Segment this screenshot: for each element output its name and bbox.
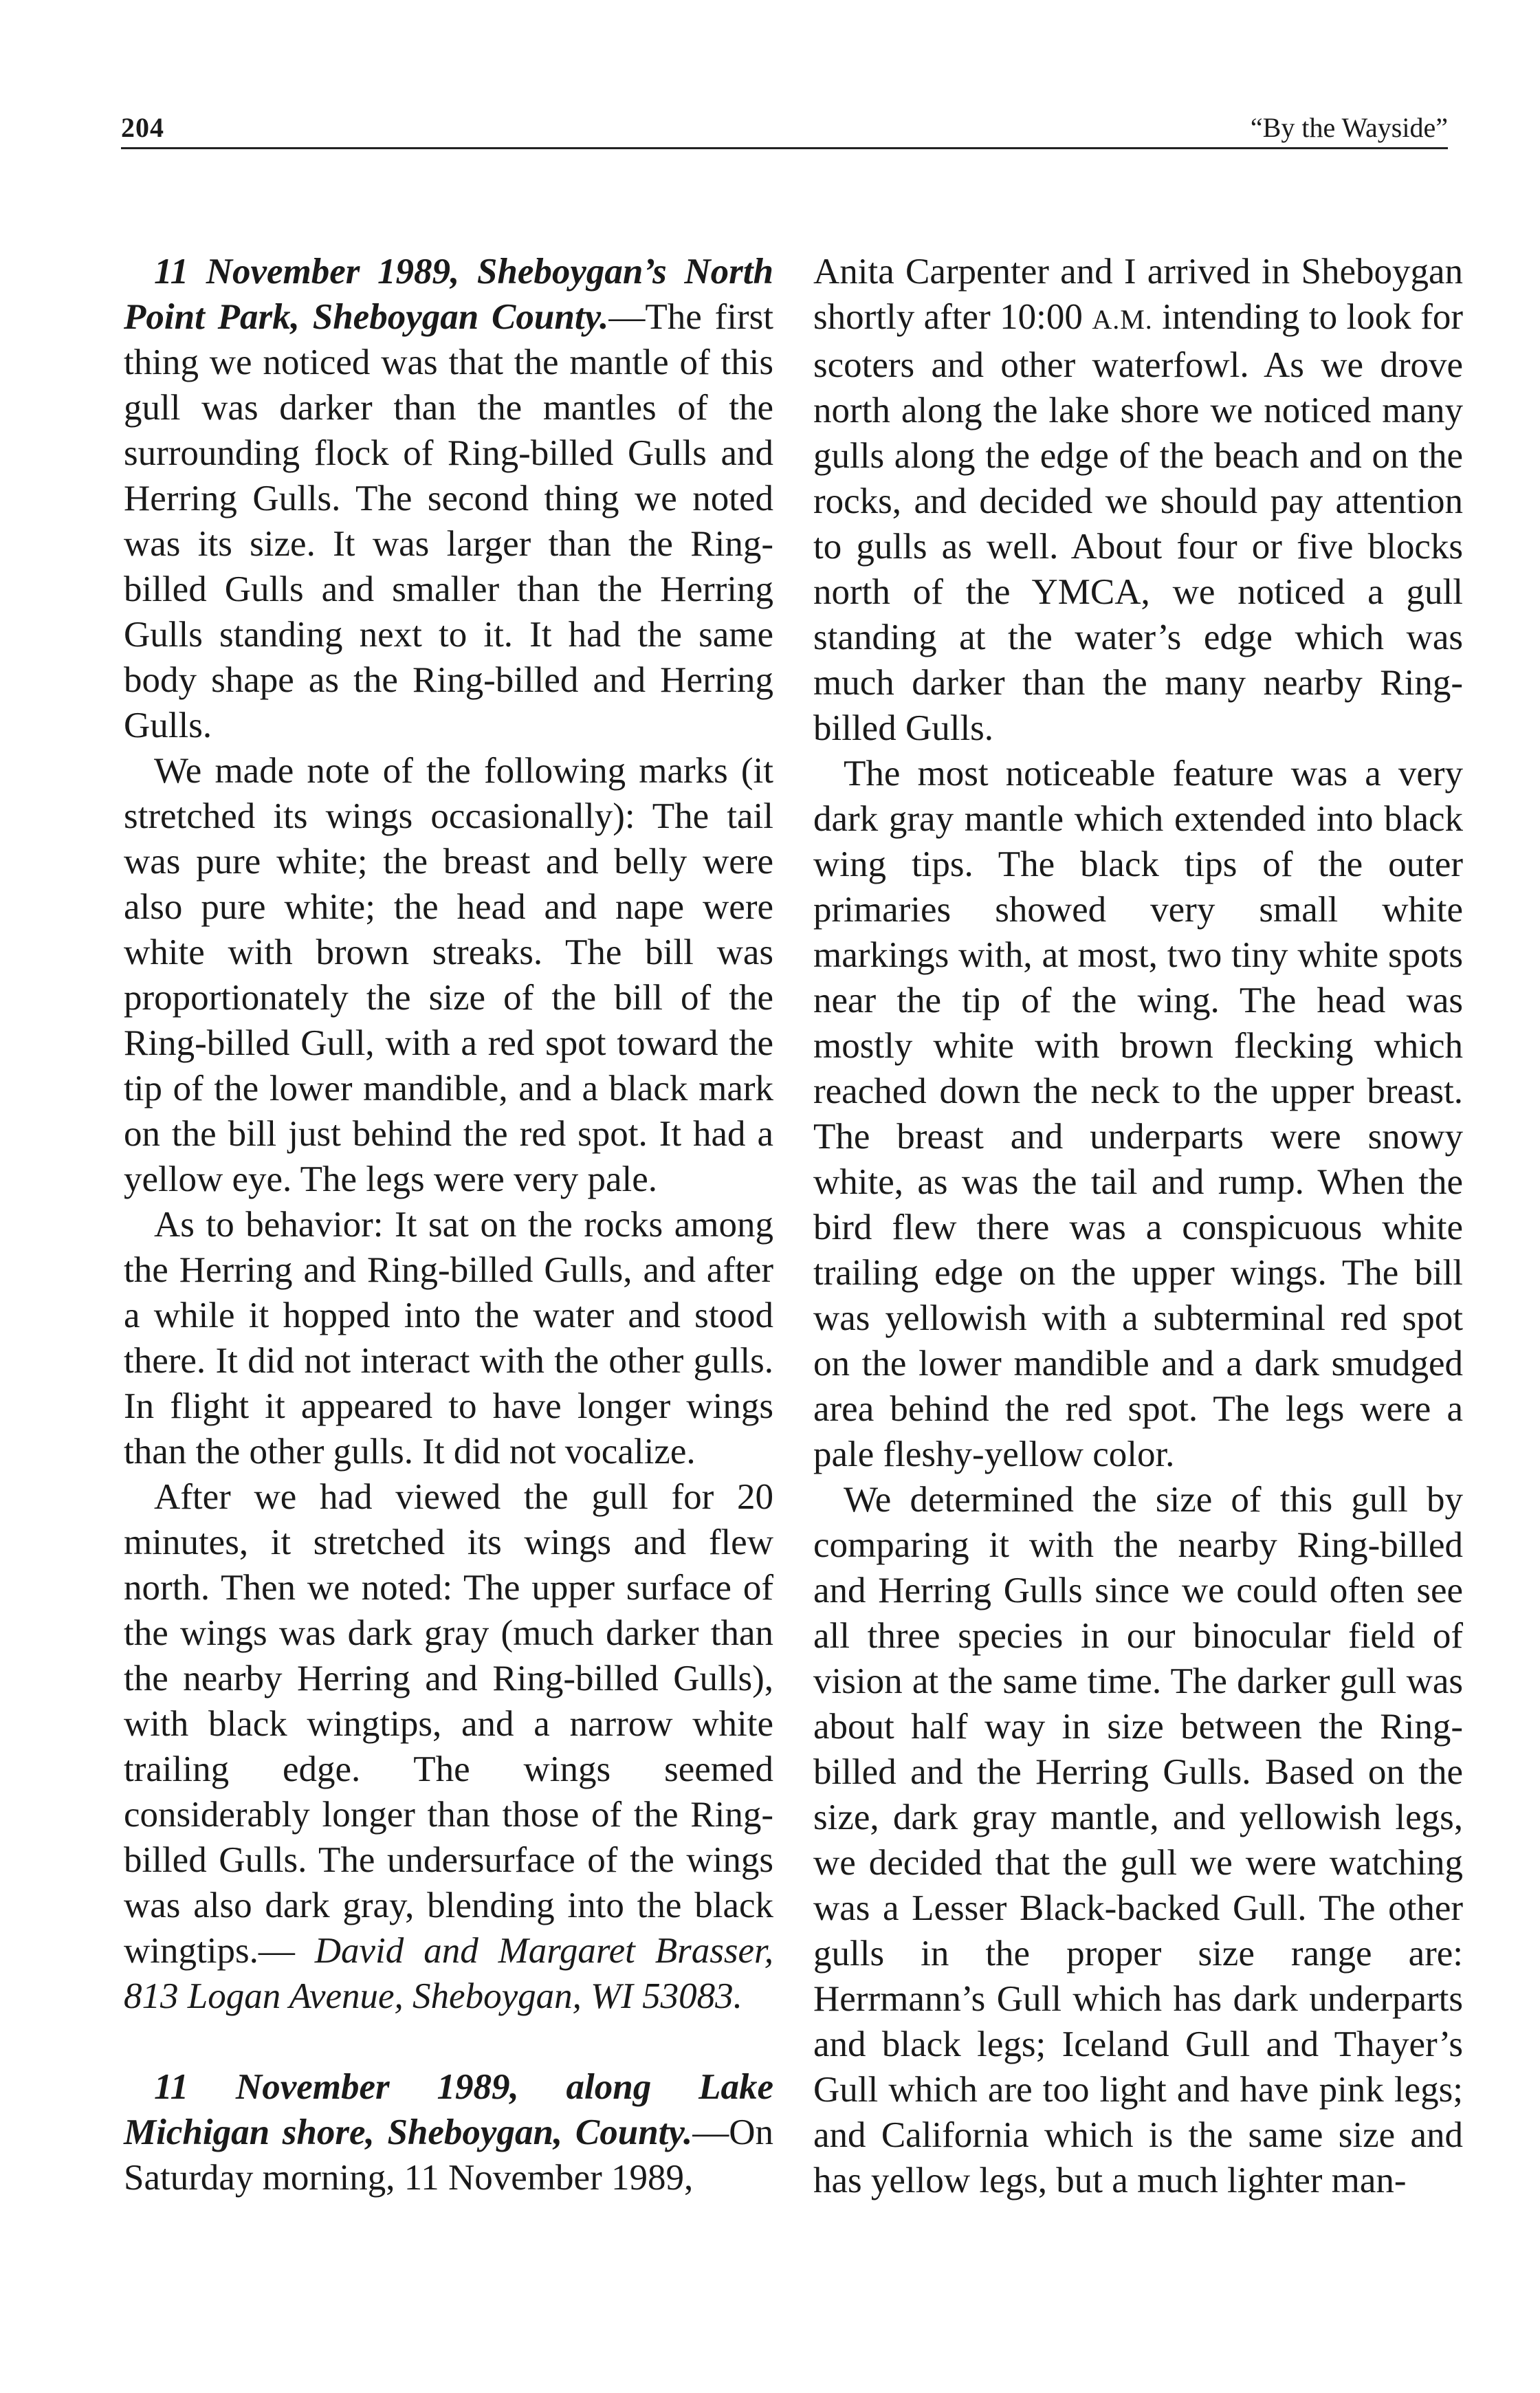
entry1-heading: 11 November 1989, Sheboygan’s North Point Park, Sheboygan County. xyxy=(124,252,773,337)
entry2-paragraph-1-continued xyxy=(813,249,1463,751)
entry2-p1-text: On Saturday morning, 11 November 1989, xyxy=(124,2112,773,2198)
entry2-p1-text-b: intending to look for scoters and other waterfowl. As we drove north along the lake shore we noticed many gulls along the edge of the beach and on the rocks, and decided we should pay attention to gulls as well. About four or five blocks north of the YMCA, we noticed a gull standing at the water’s edge which was much darker than the many nearby Ring-billed Gulls. xyxy=(813,297,1463,748)
entry2-paragraph-1 xyxy=(124,2064,773,2200)
entry2-heading: 11 November 1989, along Lake Michigan shore, Sheboygan, County. xyxy=(124,2067,773,2152)
entry1-paragraph-3: As to behavior: It sat on the rocks among the Herring and Ring-billed Gulls, and after a while it hopped into the water and stood there. It did not interact with the other gulls. In flight it appeared to have longer wings than the other gulls. It did not vocalize. xyxy=(124,1205,773,1472)
running-head: “By the Wayside” xyxy=(1250,112,1448,143)
entry1-p1-text: The first thing we noticed was that the mantle of this gull was darker than the mantles of the surrounding flock of Ring-billed Gulls and Herring Gulls. The second thing we noted was its size. It was larger than the Ring-billed Gulls and smaller than the Herring Gulls standing next to it. It had the same body shape as the Ring-billed and Herring Gulls. xyxy=(124,297,773,745)
entry1-paragraph-1 xyxy=(124,249,773,748)
entry2-paragraph-3: We determined the size of this gull by comparing it with the nearby Ring-billed and Herring Gulls since we could often see all three species in our binocular field of vision at the same time. The darker gull was about half way in size between the Ring-billed and the Herring Gulls. Based on the size, dark gray mantle, and yellowish legs, we decided that the gull we were watching was a Lesser Black-backed Gull. The other gulls in the proper size range are: Herrmann’s Gull which has dark underparts and black legs; Iceland Gull and Thayer’s Gull which are too light and have pink legs; and California which is the same size and has yellow legs, but a much lighter man- xyxy=(813,1480,1463,2200)
entry2-p1-text-a: Anita Carpenter and I arrived in Sheboygan shortly after 10:00 xyxy=(813,252,1463,337)
entry1-signature: David and Margaret Brasser, 813 Logan Avenue, Sheboygan, WI 53083. xyxy=(124,1931,774,2016)
entry1-dash: — xyxy=(608,297,646,337)
page-number: 204 xyxy=(121,112,164,143)
entry1-paragraph-2: We made note of the following marks (it stretched its wings occasionally): The tail was pure white; the breast and belly were also pure white; the head and nape were white with brown streaks. The bill was proportionately the size of the bill of the Ring-billed Gull, with a red spot toward the tip of the lower mandible, and a black mark on the bill just behind the red spot. It had a yellow eye. The legs were very pale. xyxy=(124,751,773,1199)
page-header xyxy=(121,102,1448,149)
entry1-paragraph-4 xyxy=(124,1474,773,2019)
entry2-paragraph-2: The most noticeable feature was a very dark gray mantle which extended into black wing tips. The black tips of the outer primaries showed very small white markings with, at most, two tiny white spots near the tip of the wing. The head was mostly white with brown flecking which reached down the neck to the upper breast. The breast and underparts were snowy white, as was the tail and rump. When the bird flew there was a conspicuous white trailing edge on the upper wings. The bill was yellowish with a subterminal red spot on the lower mandible and a dark smudged area behind the red spot. The legs were a pale fleshy-yellow color. xyxy=(813,754,1463,1474)
right-column xyxy=(813,249,1463,2203)
time-am: A.M. xyxy=(1092,304,1153,335)
left-column xyxy=(124,249,773,2200)
entry2-dash: — xyxy=(692,2112,729,2152)
entry1-p4-text: After we had viewed the gull for 20 minutes, it stretched its wings and flew north. Then we noted: The upper surface of the wings was dark gray (much darker than the nearby Herring and Ring-billed Gulls), with black wingtips, and a narrow white trailing edge. The wings seemed considerably longer than those of the Ring-billed Gulls. The undersurface of the wings was also dark gray, blending into the black wingtips.— xyxy=(124,1477,773,1971)
